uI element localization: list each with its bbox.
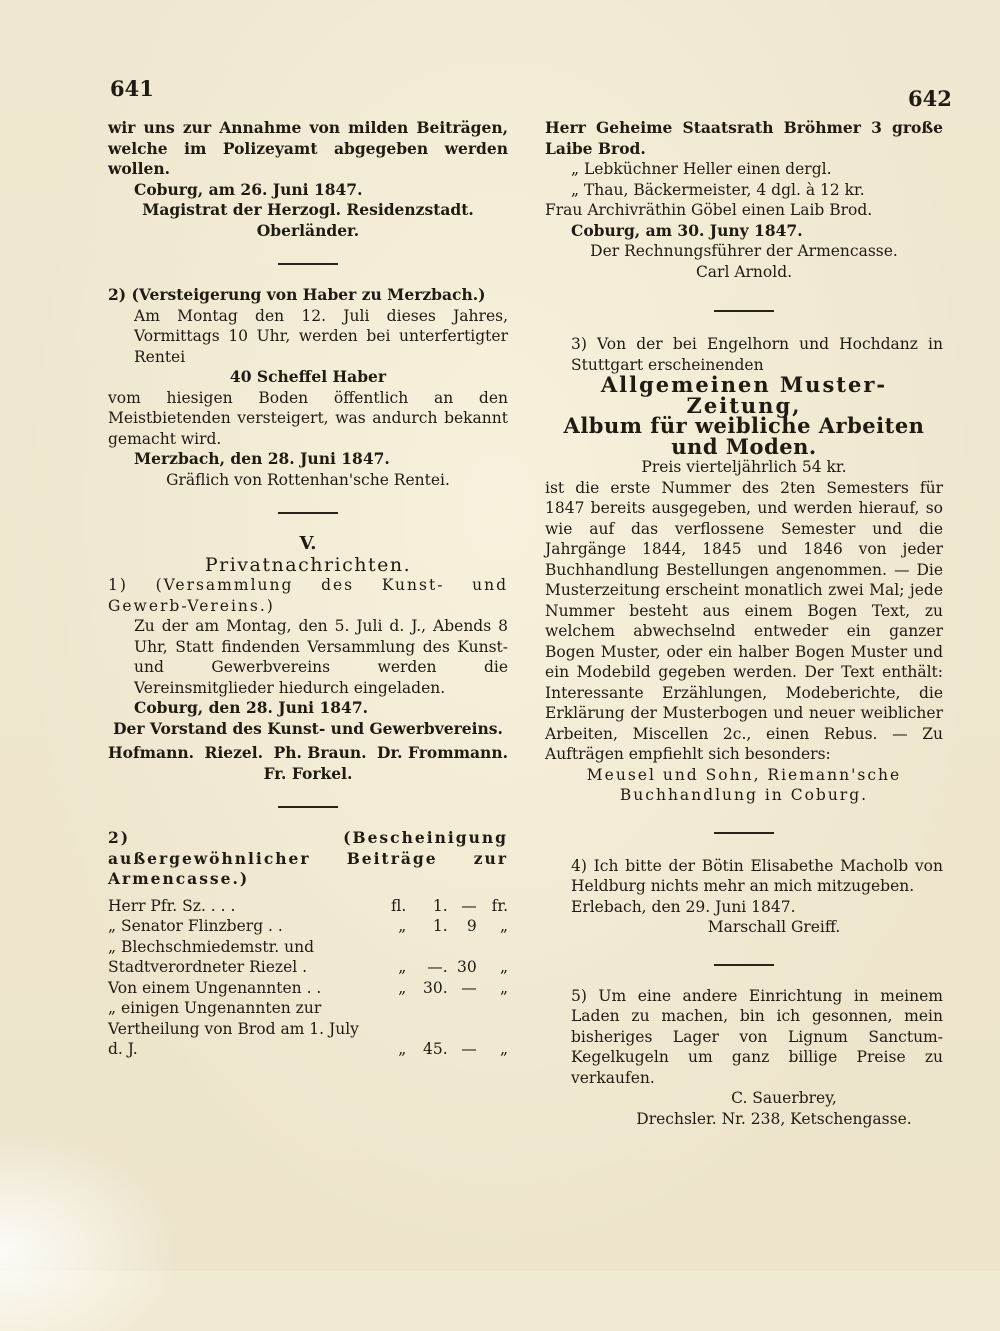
assembly-text: Zu der am Montag, den 5. Juli d. J., Abends 8 Uhr, Statt findenden Versammlung des Kunst- und Gewerbvereins werden die Vereinsmitglieder hiedurch eingeladen. xyxy=(134,617,508,697)
table-row xyxy=(108,896,508,917)
gulden: 1. xyxy=(432,917,448,935)
table-row xyxy=(108,998,508,1060)
donations-signature-name: Carl Arnold. xyxy=(695,262,793,281)
section-numeral: V. xyxy=(299,533,317,554)
auction-text-2: vom hiesigen Boden öffentlich an den Meistbietenden versteigert, was andurch bekannt gemacht wird. xyxy=(108,388,508,448)
section-title: Privatnachrichten. xyxy=(204,553,412,576)
right-column xyxy=(545,118,943,1129)
donor: Herr Pfr. Sz. . . . xyxy=(108,896,236,915)
auction-heading: 2) (Versteigerung von Haber zu Merzbach.) xyxy=(108,285,486,304)
divider xyxy=(278,512,338,514)
auction-date: Merzbach, den 28. Juni 1847. xyxy=(134,449,390,468)
unit: „ xyxy=(398,978,407,997)
sale-signature-name: C. Sauerbrey, xyxy=(731,1089,837,1107)
donor: „ Blechschmiedemstr. und Stadtverordneter Riezel . xyxy=(108,937,315,976)
receipt-heading: 2) (Bescheinigung außergewöhnlicher Beiträge zur Armencasse.) xyxy=(108,828,508,888)
currency: „ xyxy=(499,1040,508,1058)
gulden: 45. xyxy=(423,1040,448,1058)
unit: „ xyxy=(398,958,407,976)
journal-intro: 3) Von der bei Engelhorn und Hochdanz in Stuttgart erscheinenden xyxy=(571,335,943,374)
assembly-date: Coburg, den 28. Juni 1847. xyxy=(134,698,368,717)
auction-text: Am Montag den 12. Juli dieses Jahres, Vormittags 10 Uhr, werden bei unterfertigter Rentei xyxy=(134,306,508,366)
currency: „ xyxy=(499,958,508,976)
intro-text: wir uns zur Annahme von milden Beiträgen, welche im Polizeyamt abgegeben werden wollen. xyxy=(108,118,508,178)
intro-signature-name: Oberländer. xyxy=(256,220,360,240)
sale-signature-address: Drechsler. Nr. 238, Ketschengasse. xyxy=(636,1109,912,1128)
page-glare xyxy=(0,1131,180,1331)
donation-line: „ Lebküchner Heller einen dergl. xyxy=(571,160,832,178)
donor: Von einem Ungenannten . . xyxy=(108,978,322,997)
currency: fr. xyxy=(491,896,508,915)
donations-signature-office: Der Rechnungsführer der Armencasse. xyxy=(590,242,898,260)
assembly-last-name: Fr. Forkel. xyxy=(263,763,353,783)
journal-title: Allgemeinen Muster-Zeitung, xyxy=(600,372,888,418)
notice-date: Erlebach, den 29. Juni 1847. xyxy=(571,897,796,916)
unit: „ xyxy=(398,1040,407,1058)
table-row xyxy=(108,978,508,999)
journal-signature-1: Meusel und Sohn, Riemann'sche xyxy=(586,765,902,784)
left-column xyxy=(108,118,508,1060)
donation-line: Frau Archivräthin Göbel einen Laib Brod. xyxy=(545,201,873,219)
kreuzer: — xyxy=(461,978,477,997)
gulden: —. xyxy=(427,958,448,976)
assembly-names xyxy=(108,743,508,764)
divider xyxy=(714,832,774,834)
unit: „ xyxy=(398,917,407,935)
intro-signature-office: Magistrat der Herzogl. Residenzstadt. xyxy=(142,200,474,219)
kreuzer: 30 xyxy=(457,958,477,976)
currency: „ xyxy=(499,978,508,997)
donor: „ Senator Flinzberg . . xyxy=(108,917,283,935)
auction-signature: Gräflich von Rottenhan'sche Rentei. xyxy=(166,470,450,489)
journal-signature-2: Buchhandlung in Coburg. xyxy=(619,786,869,804)
kreuzer: — xyxy=(461,1040,477,1058)
notice-signature: Marschall Greiff. xyxy=(707,918,841,936)
unit: fl. xyxy=(391,896,407,915)
page-number-left: 641 xyxy=(110,76,154,101)
journal-price: Preis vierteljährlich 54 kr. xyxy=(641,458,847,476)
journal-subtitle: Album für weibliche Arbeiten und Moden. xyxy=(563,413,925,459)
gulden: 1. xyxy=(432,896,448,915)
donation-line: „ Thau, Bäckermeister, 4 dgl. à 12 kr. xyxy=(571,180,865,199)
divider xyxy=(714,964,774,966)
name-3: Ph. Braun. xyxy=(273,743,367,762)
table-row xyxy=(108,916,508,937)
assembly-heading: 1) (Versammlung des Kunst- und Gewerb-Vereins.) xyxy=(108,576,508,615)
sale-text: 5) Um eine andere Einrichtung in meinem Laden zu machen, bin ich gesonnen, mein bisheriges Lager von Lignum Sanctum-Kegelkugeln um ganz billige Preise zu verkaufen. xyxy=(571,986,943,1087)
table-row xyxy=(108,937,508,978)
page-number-right: 642 xyxy=(908,86,952,111)
currency: „ xyxy=(499,917,508,935)
name-2: Riezel. xyxy=(204,743,264,762)
donation-line: Herr Geheime Staatsrath Bröhmer 3 große Laibe Brod. xyxy=(545,118,943,158)
donor: „ einigen Ungenannten zur Vertheilung von Brod am 1. July d. J. xyxy=(108,999,359,1058)
name-1: Hofmann. xyxy=(108,743,195,762)
notice-text: 4) Ich bitte der Bötin Elisabethe Macholb von Heldburg nichts mehr an mich mitzugeben. xyxy=(571,856,943,895)
name-4: Dr. Frommann. xyxy=(377,743,508,762)
divider xyxy=(278,263,338,265)
divider xyxy=(278,806,338,808)
kreuzer: 9 xyxy=(466,917,477,935)
gulden: 30. xyxy=(423,978,448,997)
intro-date: Coburg, am 26. Juni 1847. xyxy=(134,179,363,199)
journal-text: ist die erste Nummer des 2ten Semesters für 1847 bereits ausgegeben, und werden hierauf, so wie auf das verflossene Semester und die Jahrgänge 1844, 1845 und 1846 von jeder Buchhandlung Bestellungen angenommen. — Die Musterzeitung erscheint monatlich zwei Mal; jede Nummer besteht aus einem Bogen Text, zu welchem abwechselnd entweder ein ganzer Bogen Muster, oder ein halber Bogen Muster und ein Modebild gegeben werden. Der Text enthält: Interessante Erzählungen, Modeberichte, die Erklärung der Musterbogen und neuer weiblicher Arbeiten, Miscellen 2c., einen Rebus. — Zu Aufträgen empfiehlt sich besonders: xyxy=(545,478,943,763)
contributions-table xyxy=(108,896,508,1060)
kreuzer: — xyxy=(461,896,477,915)
assembly-signature: Der Vorstand des Kunst- und Gewerbvereins. xyxy=(113,718,503,738)
auction-amount: 40 Scheffel Haber xyxy=(229,367,387,386)
divider xyxy=(714,310,774,312)
donations-date: Coburg, am 30. Juny 1847. xyxy=(571,220,803,240)
